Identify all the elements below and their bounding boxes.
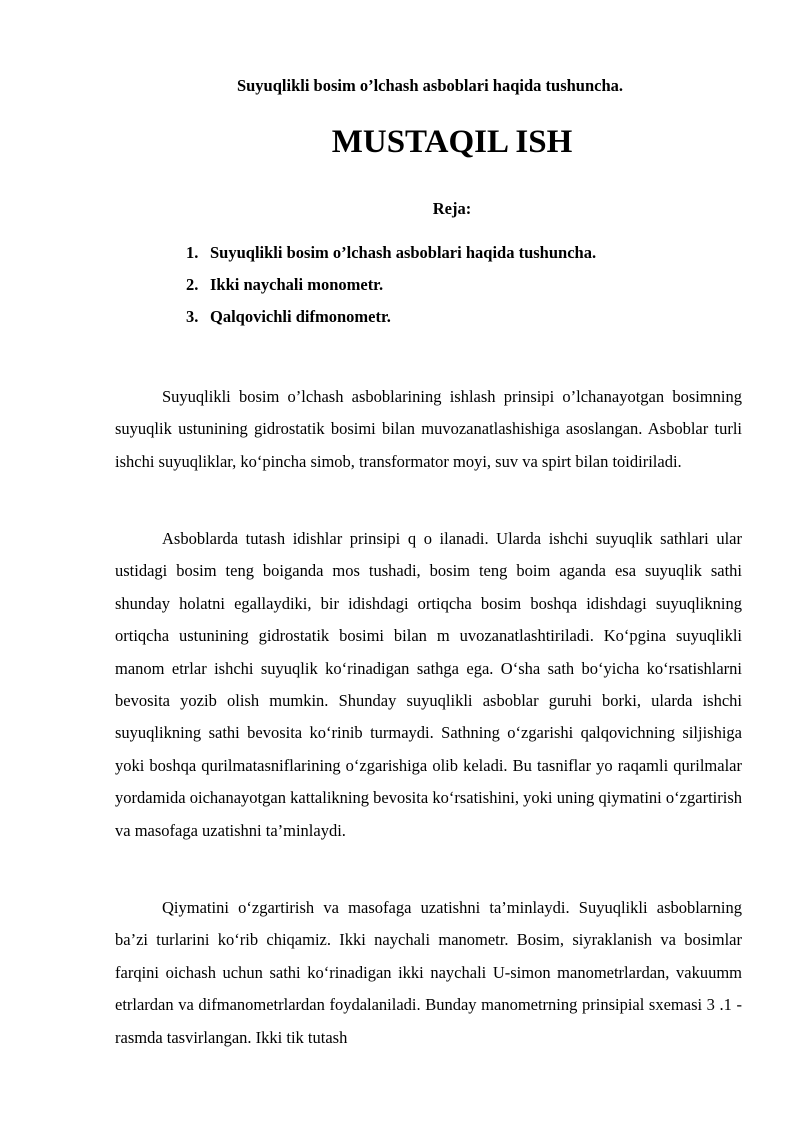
plan-list xyxy=(186,243,596,339)
document-subtitle: Suyuqlikli bosim o’lchash asboblari haqida tushuncha. xyxy=(236,76,624,95)
document-title: MUSTAQIL ISH xyxy=(331,124,573,160)
plan-item-number: 3. xyxy=(186,307,199,326)
plan-item-text: Qalqovichli difmonometr. xyxy=(210,307,391,326)
body-paragraph: Asboblarda tutash idishlar prinsipi q o ilanadi. Ularda ishchi suyuqlik sathlari ular ustidagi bosim teng boiganda mos tushadi, bosim teng boim aganda esa suyuqlik sathi shunday holatni egallaydiki, bir idishdagi ortiqcha bosim boshqa idishdagi suyuqlikning ortiqcha ustunining gidrostatik bosimi bilan m uvozanatlashtiriladi. Ko‘pgina suyuqlikli manom etrlar ishchi suyuqlik ko‘rinadigan sathga ega. O‘sha sath bo‘yicha ko‘rsatishlarni bevosita yozib olish mumkin. Shunday suyuqlikli asboblar guruhi borki, ularda ishchi suyuqlikning sathi bevosita ko‘rinib turmaydi. Sathning o‘zgarishi qalqovichning siljishiga yoki boshqa qurilmatasniflarining o‘zgarishiga olib keladi. Bu tasniflar yo raqamli qurilmalar yordamida oichanayotgan kattalikning bevosita ko‘rsatishini, yoki uning qiymatini o‘zgartirish va masofaga uzatishni ta’minlaydi. xyxy=(115,529,742,840)
plan-item-text: Ikki naychali monometr. xyxy=(210,275,384,294)
plan-heading: Reja: xyxy=(432,199,472,218)
plan-item-text: Suyuqlikli bosim o’lchash asboblari haqida tushuncha. xyxy=(210,243,597,262)
plan-item-number: 2. xyxy=(186,275,199,294)
plan-item xyxy=(186,307,596,339)
body-paragraph: Suyuqlikli bosim o’lchash asboblarining ishlash prinsipi o’lchanayotgan bosimning suyuqlik ustunining gidrostatik bosimi bilan muvozanatlashishiga asoslangan. Asboblar turli ishchi suyuqliklar, ko‘pincha simob, transformator moyi, suv va spirt bilan toidiriladi. xyxy=(115,387,742,471)
plan-item xyxy=(186,275,596,307)
plan-item-number: 1. xyxy=(186,243,199,262)
body-paragraph: Qiymatini o‘zgartirish va masofaga uzatishni ta’minlaydi. Suyuqlikli asboblarning ba’zi turlarini ko‘rib chiqamiz. Ikki naychali manometr. Bosim, siyraklanish va bosimlar farqini oichash uchun sathi ko‘rinadigan ikki naychali U-simon manometrlardan, vakuumm etrlardan va difmanometrlardan foydalaniladi. Bunday manometrning prinsipial sxemasi 3 .1 -rasmda tasvirlangan. Ikki tik tutash xyxy=(115,898,742,1047)
plan-item xyxy=(186,243,596,275)
